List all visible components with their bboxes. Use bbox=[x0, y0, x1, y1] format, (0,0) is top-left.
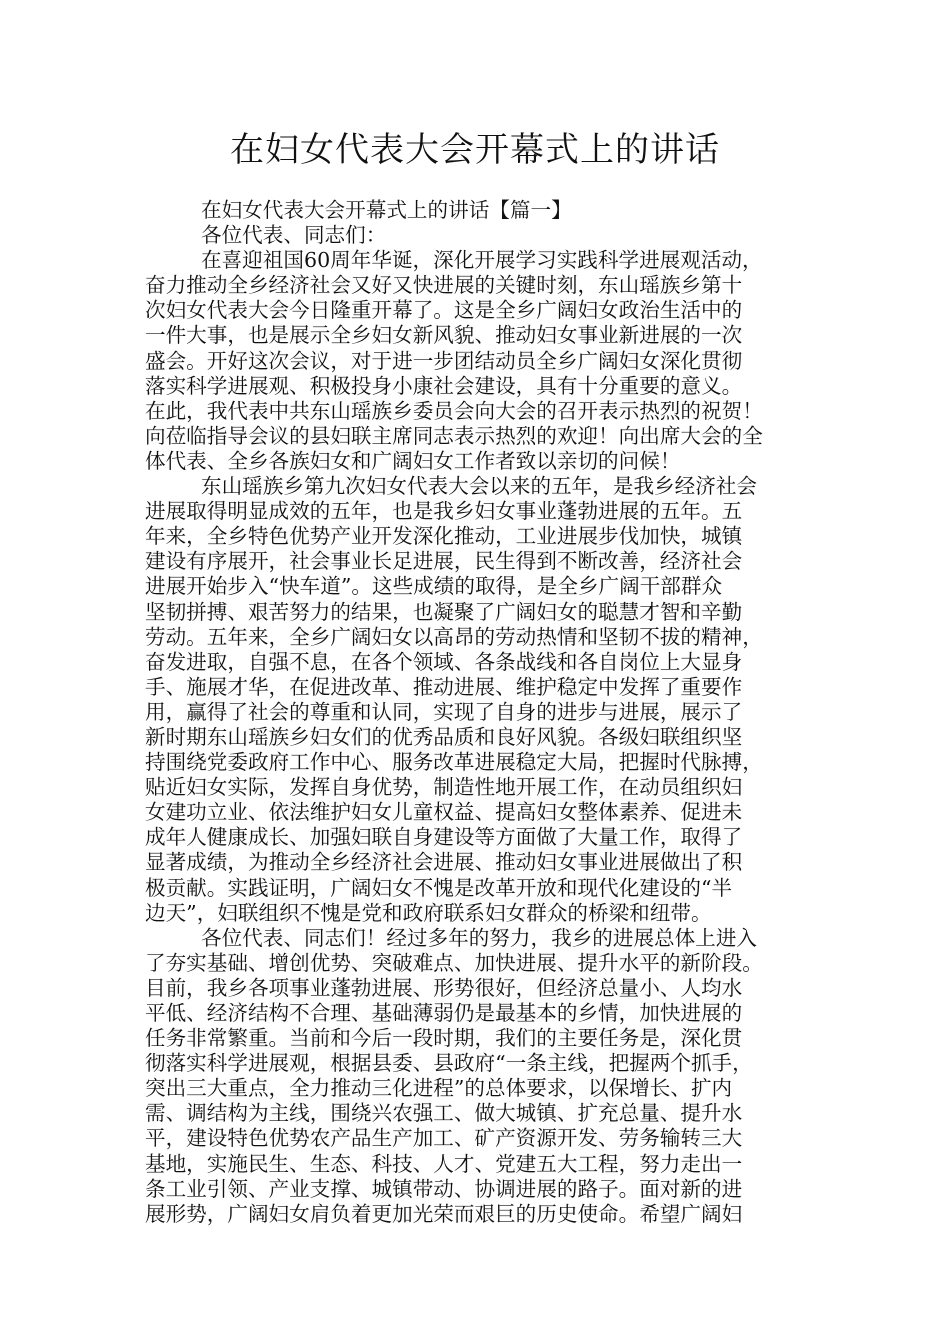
text-line: 劳动。五年来，全乡广阔妇女以高昂的劳动热情和坚韧不拔的精神， bbox=[145, 624, 763, 649]
text-line: 年来，全乡特色优势产业开发深化推动，工业进展步伐加快，城镇 bbox=[145, 524, 743, 549]
text-line: 在此，我代表中共东山瑶族乡委员会向大会的召开表示热烈的祝贺！ bbox=[145, 398, 763, 423]
text-line: 成年人健康成长、加强妇联自身建设等方面做了大量工作，取得了 bbox=[145, 825, 743, 850]
text-line: 次妇女代表大会今日隆重开幕了。这是全乡广阔妇女政治生活中的 bbox=[145, 298, 743, 323]
text-line: 边天”，妇联组织不愧是党和政府联系妇女群众的桥梁和纽带。 bbox=[145, 900, 712, 925]
text-line: 奋发进取，自强不息，在各个领域、各条战线和各自岗位上大显身 bbox=[145, 649, 743, 674]
text-line: 体代表、全乡各族妇女和广阔妇女工作者致以亲切的问候！ bbox=[145, 448, 681, 473]
text-line: 新时期东山瑶族乡妇女们的优秀品质和良好风貌。各级妇联组织坚 bbox=[145, 724, 743, 749]
text-line: 平低、经济结构不合理、基础薄弱仍是最基本的乡情，加快进展的 bbox=[145, 1001, 743, 1025]
text-line: 目前，我乡各项事业蓬勃进展、形势很好，但经济总量小、人均水 bbox=[145, 975, 743, 1000]
text-line: 各位代表、同志们： bbox=[201, 223, 387, 248]
text-line: 极贡献。实践证明，广阔妇女不愧是改革开放和现代化建设的“半 bbox=[145, 875, 733, 900]
text-line: 突出三大重点，全力推动三化进程”的总体要求，以保增长、扩内 bbox=[145, 1076, 733, 1101]
text-line: 显著成绩，为推动全乡经济社会进展、推动妇女事业进展做出了积 bbox=[145, 850, 743, 875]
document-body bbox=[145, 198, 810, 1227]
text-line: 平，建设特色优势农产品生产加工、矿产资源开发、劳务输转三大 bbox=[145, 1126, 743, 1151]
text-line: 条工业引领、产业支撑、城镇带动、协调进展的路子。面对新的进 bbox=[145, 1176, 743, 1201]
text-line: 女建功立业、依法维护妇女儿童权益、提高妇女整体素养、促进未 bbox=[145, 800, 743, 825]
text-line: 东山瑶族乡第九次妇女代表大会以来的五年，是我乡经济社会 bbox=[201, 474, 758, 499]
text-line: 贴近妇女实际，发挥自身优势，制造性地开展工作，在动员组织妇 bbox=[145, 775, 743, 800]
text-line: 需、调结构为主线，围绕兴农强工、做大城镇、扩充总量、提升水 bbox=[145, 1101, 743, 1126]
text-line: 向莅临指导会议的县妇联主席同志表示热烈的欢迎！向出席大会的全 bbox=[145, 423, 763, 448]
text-line: 手、施展才华，在促进改革、推动进展、维护稳定中发挥了重要作 bbox=[145, 674, 743, 699]
text-line: 展形势，广阔妇女肩负着更加光荣而艰巨的历史使命。希望广阔妇 bbox=[145, 1201, 743, 1226]
text-line: 持围绕党委政府工作中心、服务改革进展稳定大局，把握时代脉搏， bbox=[145, 750, 763, 775]
text-line: 用，赢得了社会的尊重和认同，实现了自身的进步与进展，展示了 bbox=[145, 699, 743, 724]
text-line: 彻落实科学进展观，根据县委、县政府“一条主线，把握两个抓手， bbox=[145, 1051, 753, 1076]
text-line: 一件大事，也是展示全乡妇女新风貌、推动妇女事业新进展的一次 bbox=[145, 323, 743, 348]
text-line: 盛会。开好这次会议，对于进一步团结动员全乡广阔妇女深化贯彻 bbox=[145, 348, 743, 373]
text-line: 进展取得明显成效的五年，也是我乡妇女事业蓬勃进展的五年。五 bbox=[145, 499, 743, 524]
document-title: 在妇女代表大会开幕式上的讲话 bbox=[230, 130, 720, 170]
text-line: 在妇女代表大会开幕式上的讲话【篇一】 bbox=[201, 198, 572, 222]
text-line: 奋力推动全乡经济社会又好又快进展的关键时刻，东山瑶族乡第十 bbox=[145, 273, 743, 298]
text-line: 坚韧拼搏、艰苦努力的结果，也凝聚了广阔妇女的聪慧才智和辛勤 bbox=[145, 599, 743, 624]
text-line: 了夯实基础、增创优势、突破难点、加快进展、提升水平的新阶段。 bbox=[145, 950, 763, 975]
text-line: 在喜迎祖国60周年华诞，深化开展学习实践科学进展观活动， bbox=[201, 248, 763, 273]
text-line: 进展开始步入“快车道”。这些成绩的取得，是全乡广阔干部群众 bbox=[145, 574, 723, 599]
text-line: 落实科学进展观、积极投身小康社会建设，具有十分重要的意义。 bbox=[145, 373, 743, 398]
text-line: 基地，实施民生、生态、科技、人才、党建五大工程，努力走出一 bbox=[145, 1151, 743, 1176]
text-line: 各位代表、同志们！经过多年的努力，我乡的进展总体上进入 bbox=[201, 925, 758, 950]
text-line: 建设有序展开，社会事业长足进展，民生得到不断改善，经济社会 bbox=[145, 549, 743, 574]
text-line: 任务非常繁重。当前和今后一段时期，我们的主要任务是，深化贯 bbox=[145, 1026, 743, 1051]
